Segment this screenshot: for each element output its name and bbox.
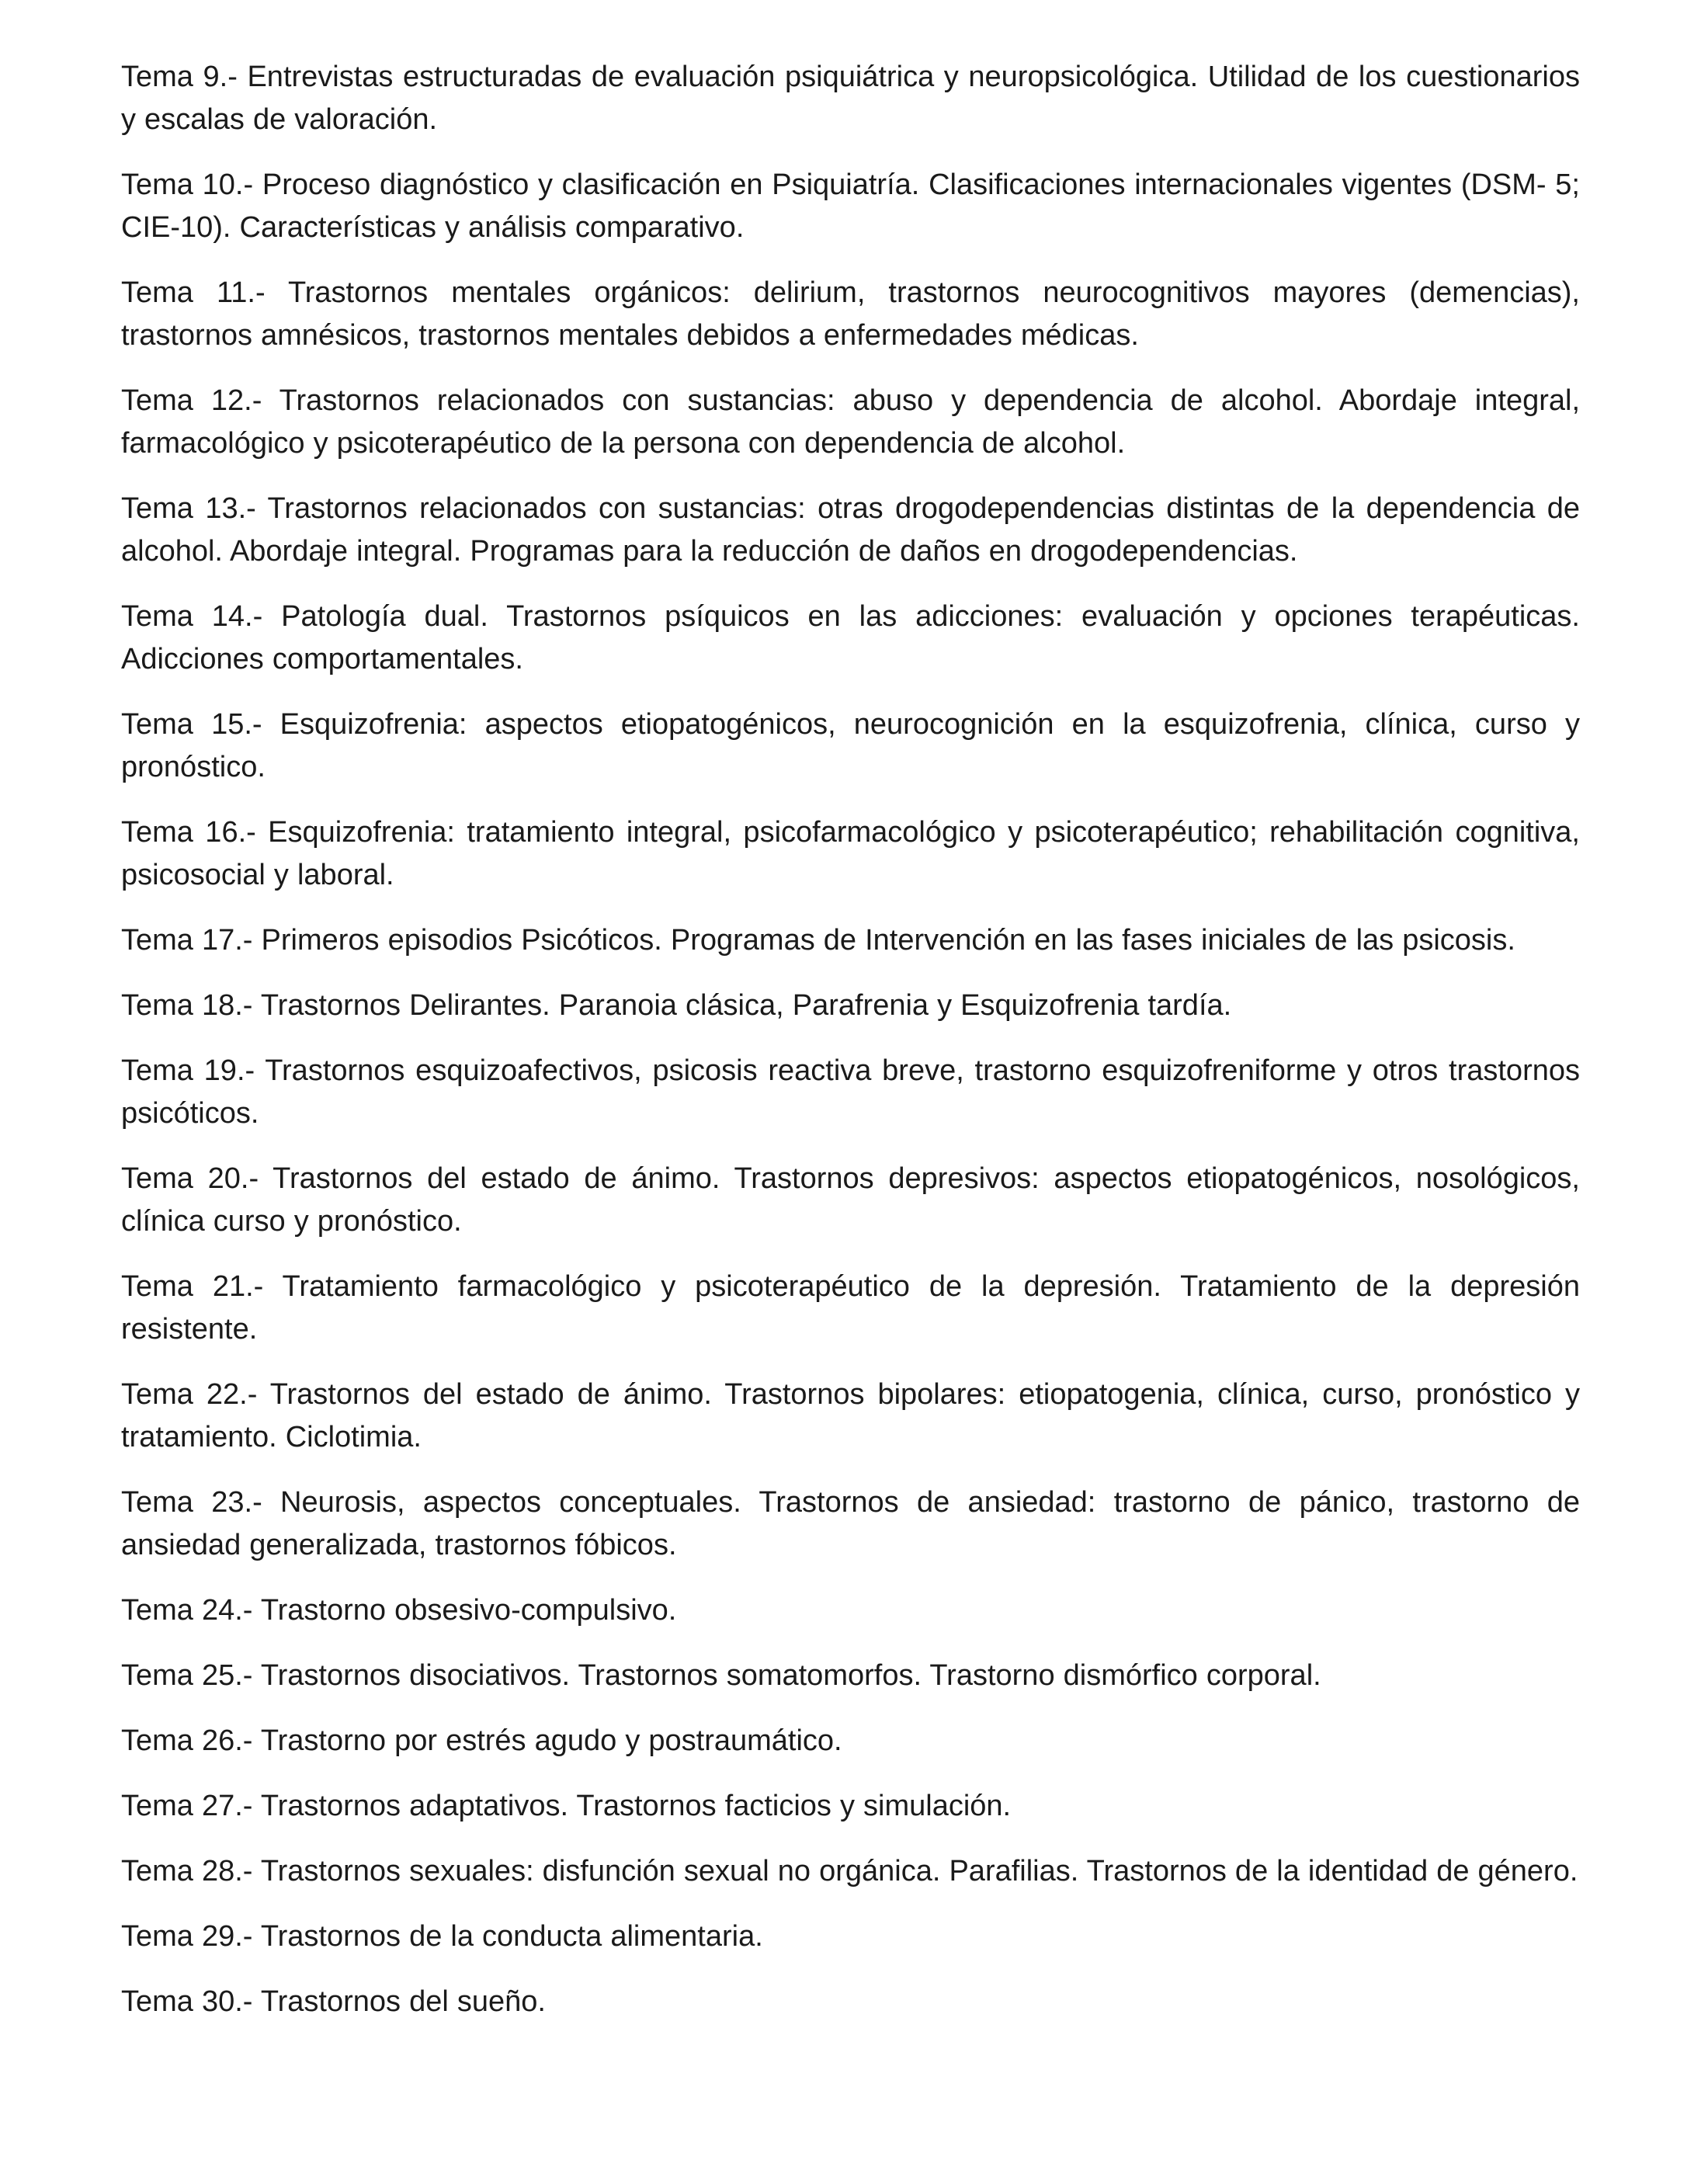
paragraph-tema-13: Tema 13.- Trastornos relacionados con sustancias: otras drogodependencias distintas de la dependencia de alcohol. Abordaje integral. Programas para la reducción de daños en drogodependencias. bbox=[121, 492, 1580, 568]
paragraph-tema-24: Tema 24.- Trastorno obsesivo-compulsivo. bbox=[121, 1594, 677, 1627]
document-body bbox=[121, 56, 1580, 2023]
paragraph-tema-15: Tema 15.- Esquizofrenia: aspectos etiopatogénicos, neurocognición en la esquizofrenia, clínica, curso y pronóstico. bbox=[121, 708, 1580, 783]
paragraph-tema-23: Tema 23.- Neurosis, aspectos conceptuales. Trastornos de ansiedad: trastorno de pánico, trastorno de ansiedad generalizada, trastornos fóbicos. bbox=[121, 1486, 1580, 1561]
paragraph-tema-22: Tema 22.- Trastornos del estado de ánimo. Trastornos bipolares: etiopatogenia, clínica, curso, pronóstico y tratamiento. Ciclotimia. bbox=[121, 1378, 1580, 1453]
paragraph-tema-11: Tema 11.- Trastornos mentales orgánicos: delirium, trastornos neurocognitivos mayores (demencias), trastornos amnésicos, trastornos mentales debidos a enfermedades médicas. bbox=[121, 276, 1580, 352]
paragraph-tema-18: Tema 18.- Trastornos Delirantes. Paranoia clásica, Parafrenia y Esquizofrenia tardía. bbox=[121, 989, 1232, 1022]
paragraph-tema-20: Tema 20.- Trastornos del estado de ánimo. Trastornos depresivos: aspectos etiopatogénicos, nosológicos, clínica curso y pronóstico. bbox=[121, 1162, 1580, 1238]
paragraph-tema-16: Tema 16.- Esquizofrenia: tratamiento integral, psicofarmacológico y psicoterapéutico; rehabilitación cognitiva, psicosocial y laboral. bbox=[121, 816, 1580, 891]
paragraph-tema-26: Tema 26.- Trastorno por estrés agudo y postraumático. bbox=[121, 1724, 842, 1757]
paragraph-tema-25: Tema 25.- Trastornos disociativos. Trastornos somatomorfos. Trastorno dismórfico corporal. bbox=[121, 1659, 1321, 1692]
paragraph-tema-28: Tema 28.- Trastornos sexuales: disfunción sexual no orgánica. Parafilias. Trastornos de la identidad de género. bbox=[121, 1855, 1578, 1887]
paragraph-tema-14: Tema 14.- Patología dual. Trastornos psíquicos en las adicciones: evaluación y opciones terapéuticas. Adicciones comportamentales. bbox=[121, 600, 1580, 675]
paragraph-tema-9: Tema 9.- Entrevistas estructuradas de evaluación psiquiátrica y neuropsicológica. Utilidad de los cuestionarios y escalas de valoración. bbox=[121, 61, 1580, 136]
paragraph-tema-30: Tema 30.- Trastornos del sueño. bbox=[121, 1985, 546, 2018]
paragraph-tema-27: Tema 27.- Trastornos adaptativos. Trastornos facticios y simulación. bbox=[121, 1790, 1012, 1822]
paragraph-tema-17: Tema 17.- Primeros episodios Psicóticos. Programas de Intervención en las fases iniciales de las psicosis. bbox=[121, 924, 1515, 957]
paragraph-tema-21: Tema 21.- Tratamiento farmacológico y psicoterapéutico de la depresión. Tratamiento de la depresión resistente. bbox=[121, 1270, 1580, 1346]
paragraph-tema-29: Tema 29.- Trastornos de la conducta alimentaria. bbox=[121, 1920, 763, 1953]
paragraph-tema-19: Tema 19.- Trastornos esquizoafectivos, psicosis reactiva breve, trastorno esquizofreniforme y otros trastornos psicóticos. bbox=[121, 1054, 1580, 1130]
paragraph-tema-10: Tema 10.- Proceso diagnóstico y clasificación en Psiquiatría. Clasificaciones internacionales vigentes (DSM- 5; CIE-10). Características y análisis comparativo. bbox=[121, 168, 1580, 244]
paragraph-tema-12: Tema 12.- Trastornos relacionados con sustancias: abuso y dependencia de alcohol. Abordaje integral, farmacológico y psicoterapéutico de la persona con dependencia de alcohol. bbox=[121, 384, 1580, 460]
